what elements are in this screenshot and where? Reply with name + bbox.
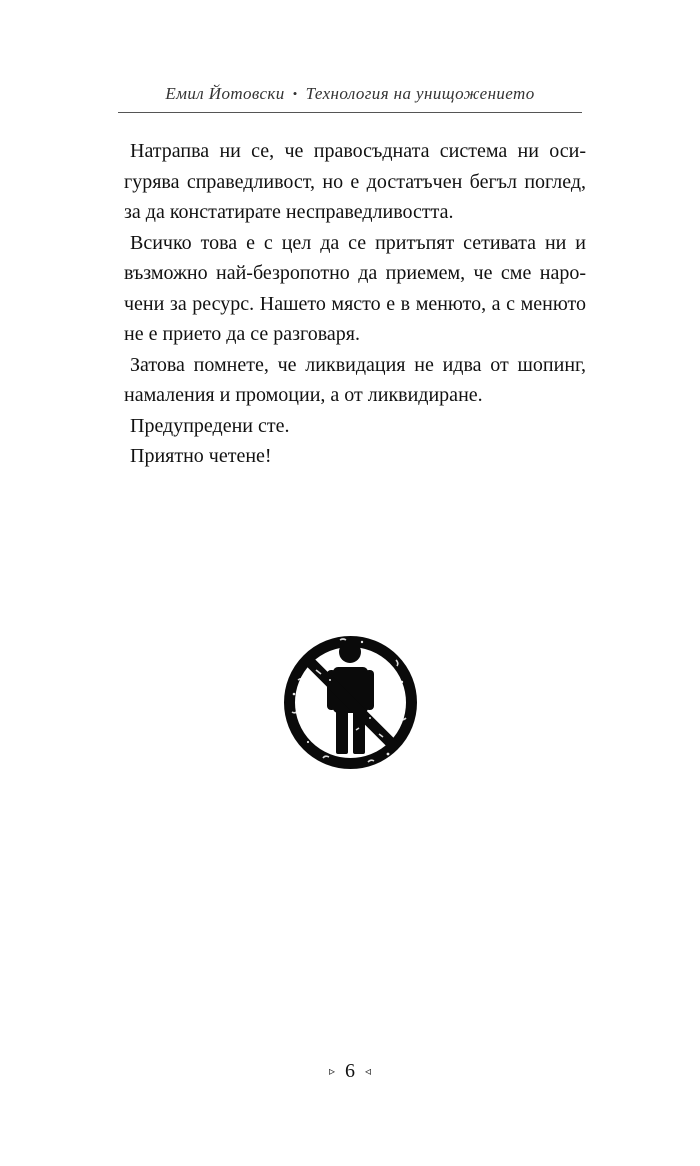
header-separator: •: [292, 86, 298, 101]
text-line: намаления и промоции, а от ликвидиране.: [124, 384, 483, 406]
body-text: [118, 136, 586, 472]
header-book-title: Технология на унищожението: [305, 84, 535, 103]
text-line: Затова помнете, че ликвидация не идва от шопинг,: [130, 353, 586, 376]
no-person-prohibition-icon: [278, 630, 423, 775]
folio-left-mark: ▹: [328, 1064, 335, 1078]
header-rule: [118, 112, 582, 113]
paragraph-4: [118, 411, 586, 442]
text-line: Натрапва ни се, че правосъдната система ни оси-: [130, 140, 586, 162]
text-line: не е прието да се разговаря.: [124, 323, 361, 345]
text-line: чени за ресурс. Нашето място е в менюто, а с менюто: [124, 292, 586, 315]
text-line: Всичко това е с цел да се притъпят сетивата ни и: [130, 231, 586, 254]
page-footer: [0, 1060, 700, 1083]
paragraph-2: [118, 228, 586, 350]
page-number: 6: [345, 1060, 355, 1082]
text-line: Приятно четене!: [130, 445, 272, 467]
text-line: гурява справедливост, но е достатъчен бегъл поглед,: [124, 170, 586, 193]
paragraph-5: [118, 441, 586, 472]
folio-right-mark: ◃: [365, 1064, 372, 1078]
header-author: Емил Йотовски: [165, 84, 285, 103]
running-header: [118, 84, 582, 104]
paragraph-1: [118, 136, 586, 228]
text-line: възможно най-безропотно да приемем, че сме наро-: [124, 262, 586, 284]
text-line: Предупредени сте.: [130, 414, 290, 437]
text-line: за да констатирате несправедливостта.: [124, 201, 454, 223]
paragraph-3: [118, 350, 586, 411]
